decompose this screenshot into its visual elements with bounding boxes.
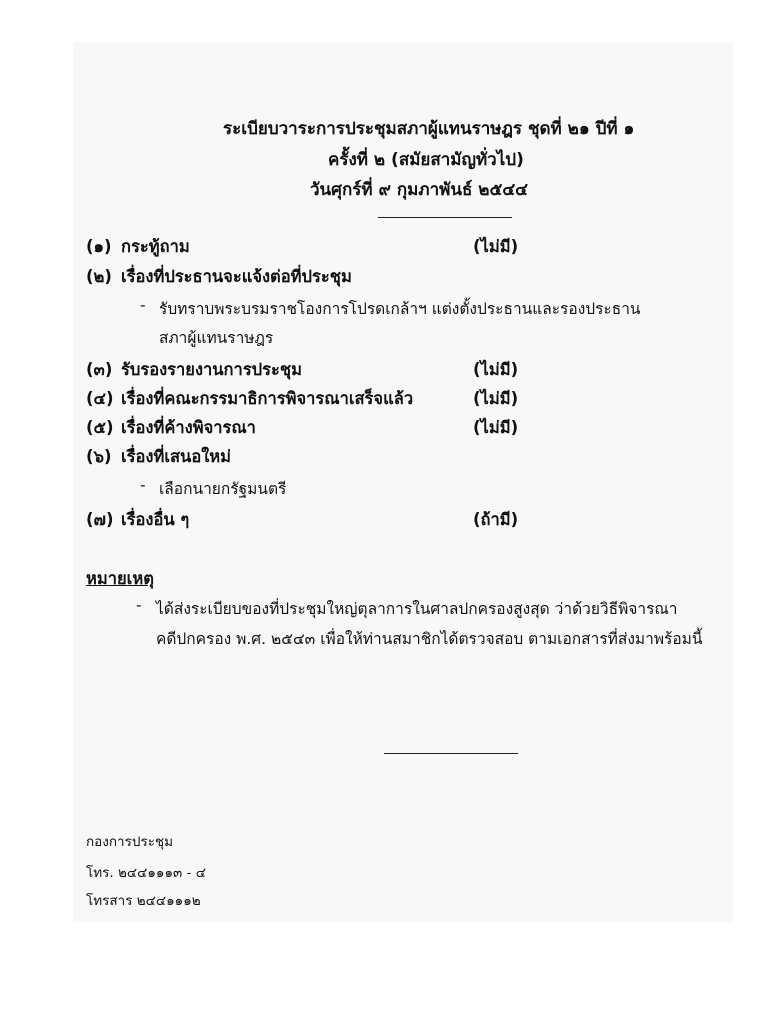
agenda-4-number: (๔) [86,389,114,408]
title-line-1: ระเบียบวาระการประชุมสภาผู้แทนราษฎร ชุดที่ ๒๑ ปีที่ ๑ [223,119,635,139]
agenda-2-detail-line-1: รับทราบพระบรมราชโองการโปรดเกล้าฯ แต่งตั้งประธานและรองประธาน [159,300,641,318]
note-heading: หมายเหตุ [86,569,154,588]
agenda-1-status: (ไม่มี) [473,237,519,256]
agenda-7-status: (ถ้ามี) [473,510,519,529]
agenda-3-title: รับรองรายงานการประชุม [121,360,302,379]
title-line-3: วันศุกร์ที่ ๙ กุมภาพันธ์ ๒๕๔๔ [310,180,529,200]
agenda-6-detail-line-1: เลือกนายกรัฐมนตรี [159,480,287,498]
agenda-4-status: (ไม่มี) [473,389,519,408]
agenda-1-number: (๑) [86,237,112,256]
agenda-7-title: เรื่องอื่น ๆ [121,510,190,529]
closing-divider [384,753,518,754]
agenda-2-dash: - [140,296,146,314]
agenda-5-status: (ไม่มี) [473,418,519,437]
footer-office: กองการประชุม [86,834,174,850]
agenda-5-title: เรื่องที่ค้างพิจารณา [121,418,256,437]
header-divider [378,217,512,218]
agenda-2-title: เรื่องที่ประธานจะแจ้งต่อที่ประชุม [121,267,352,286]
note-line-2: คดีปกครอง พ.ศ. ๒๕๔๓ เพื่อให้ท่านสมาชิกได้ตรวจสอบ ตามเอกสารที่ส่งมาพร้อมนี้ [156,630,703,648]
agenda-3-status: (ไม่มี) [473,360,519,379]
agenda-6-title: เรื่องที่เสนอใหม่ [121,447,232,466]
note-line-1: ได้ส่งระเบียบของที่ประชุมใหญ่ตุลาการในศาลปกครองสูงสุด ว่าด้วยวิธีพิจารณา [156,600,678,618]
agenda-2-detail-line-2: สภาผู้แทนราษฎร [159,329,274,347]
agenda-6-dash: - [140,476,146,494]
agenda-1-title: กระทู้ถาม [121,237,190,256]
title-line-2: ครั้งที่ ๒ (สมัยสามัญทั่วไป) [328,150,524,170]
footer-phone: โทร. ๒๔๔๑๑๑๓ - ๔ [86,865,206,881]
agenda-3-number: (๓) [86,360,113,379]
note-dash: - [136,596,142,614]
agenda-4-title: เรื่องที่คณะกรรมาธิการพิจารณาเสร็จแล้ว [121,389,414,408]
agenda-5-number: (๕) [86,418,114,437]
agenda-2-number: (๒) [86,267,112,286]
agenda-6-number: (๖) [86,447,112,466]
footer-fax: โทรสาร ๒๔๔๑๑๑๒ [86,893,201,909]
agenda-7-number: (๗) [86,510,114,529]
